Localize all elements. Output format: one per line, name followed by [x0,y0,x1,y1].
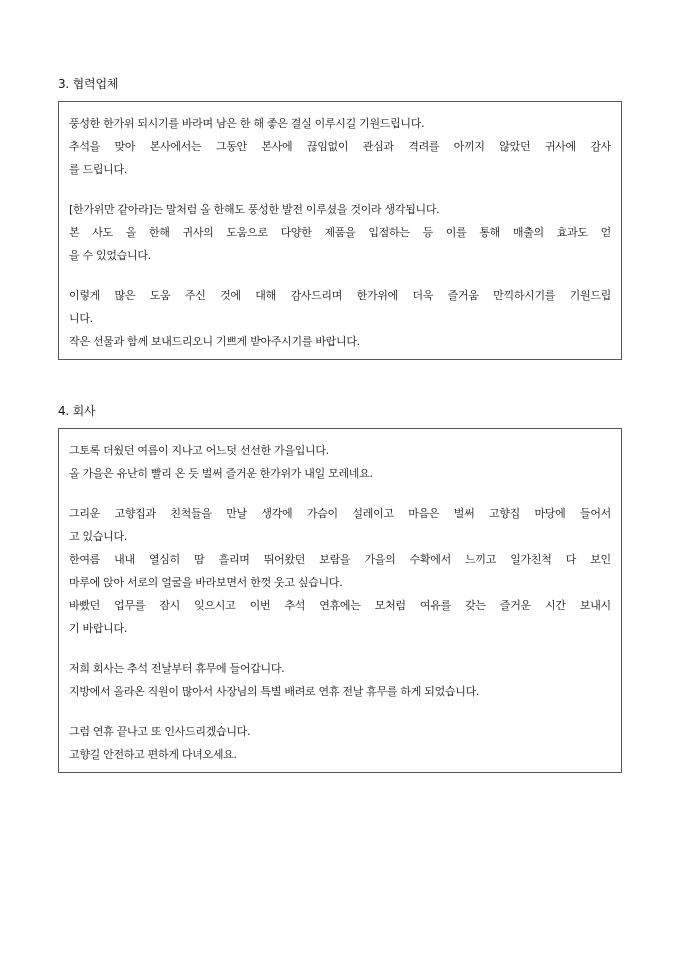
text-line: 바빴던 업무를 잠시 잊으시고 이번 추석 연휴에는 모처럼 여유를 갖는 즐거운 시간 보내시 [69,599,611,612]
text-line: 그토록 더웠던 여름이 지나고 어느덧 선선한 가을입니다. [69,444,329,457]
paragraph [69,502,611,640]
paragraph [69,657,611,703]
text-line: 본 사도 올 한해 귀사의 도움으로 다양한 제품을 입점하는 등 이를 통해 매출의 효과도 얻 [69,226,611,239]
text-line: 저희 회사는 추석 전날부터 휴무에 들어갑니다. [69,662,285,675]
section-company [58,403,622,773]
text-line: 고향길 안전하고 편하게 다녀오세요. [69,748,237,761]
text-line: 기 바랍니다. [69,622,128,635]
text-line: 을 수 있었습니다. [69,249,151,262]
text-line: 지방에서 올라온 직원이 많아서 사장님의 특별 배려로 연휴 전날 휴무를 하게 되었습니다. [69,685,480,698]
text-line: 그리운 고향집과 친척들을 만날 생각에 가슴이 설레이고 마음은 벌써 고향집 마당에 들어서 [69,507,611,520]
text-line: 올 가을은 유난히 빨리 온 듯 벌써 즐거운 한가위가 내일 모레네요. [69,467,373,480]
section-heading: 4. 회사 [58,404,96,418]
text-line: [한가위만 같아라]는 말처럼 올 한해도 풍성한 발전 이루셨을 것이라 생각됩니다. [69,203,440,216]
text-line: 이렇게 많은 도움 주신 것에 대해 감사드리며 한가위에 더욱 즐거움 만끽하시기를 기원드립 [69,289,611,302]
paragraph [69,198,611,267]
text-line: 를 드립니다. [69,163,128,176]
text-line: 추석을 맞아 본사에서는 그동안 본사에 끊임없이 관심과 격려를 아끼지 않았던 귀사에 감사 [69,140,611,153]
text-line: 고 있습니다. [69,530,128,543]
message-box [58,428,622,773]
paragraph [69,284,611,353]
section-partner-companies [58,76,622,360]
paragraph [69,720,611,766]
text-line: 한여름 내내 열심히 땀 흘리며 뛰어왔던 보람을 가을의 수확에서 느끼고 일가친척 다 보인 [69,553,611,566]
text-line: 니다. [69,312,93,325]
section-heading: 3. 협력업체 [58,77,119,91]
message-box [58,101,622,360]
text-line: 풍성한 한가위 되시기를 바라며 남은 한 해 좋은 결실 이루시길 기원드립니다. [69,117,425,130]
text-line: 그럼 연휴 끝나고 또 인사드리겠습니다. [69,725,251,738]
text-line: 작은 선물과 함께 보내드리오니 기쁘게 받아주시기를 바랍니다. [69,335,360,348]
paragraph [69,112,611,181]
text-line: 마루에 앉아 서로의 얼굴을 바라보면서 한껏 웃고 싶습니다. [69,576,343,589]
paragraph [69,439,611,485]
